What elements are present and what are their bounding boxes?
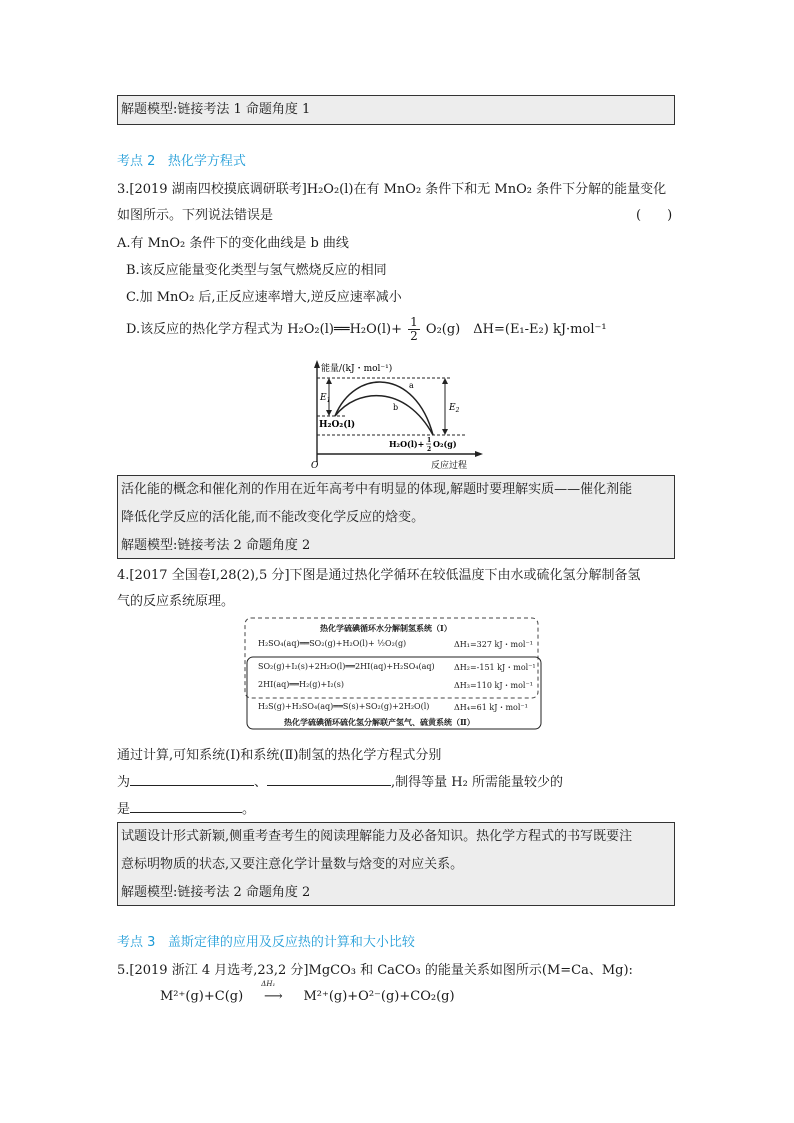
hint-model-text: 解题模型:链接考法 2 命题角度 2 (121, 538, 311, 553)
origin-label: O (311, 461, 319, 470)
reaction-4: H₂S(g)+H₂SO₄(aq)══S(s)+SO₂(g)+2H₂O(l) (258, 702, 430, 711)
hint-model-text: 解题模型:链接考法 2 命题角度 2 (121, 885, 311, 900)
q5-right-side: M²⁺(g)+O²⁻(g)+CO₂(g) (303, 989, 455, 1004)
hint-box-3 (117, 822, 675, 906)
x-axis-label: 反应过程 (431, 461, 468, 470)
reaction-1: H₂SO₄(aq)══SO₂(g)+H₂O(l)+ ½O₂(g) (258, 639, 407, 648)
q3-option-c[interactable]: C.加 MnO₂ 后,正反应速率增大,逆反应速率减小 (126, 290, 402, 305)
reaction-2: SO₂(g)+I₂(s)+2H₂O(l)══2HI(aq)+H₂SO₄(aq) (258, 662, 435, 671)
q3-option-d[interactable] (126, 316, 607, 343)
hint-box-2 (117, 475, 675, 559)
topic-title: 盖斯定律的应用及反应热的计算和大小比较 (167, 935, 415, 950)
fraction-numerator: 1 (410, 315, 418, 329)
hint-box-1 (117, 95, 675, 125)
answer-blank-3[interactable] (130, 799, 242, 813)
q4-stem-line2: 气的反应系统原理。 (117, 594, 235, 609)
system-2-title: 热化学硫碘循环硫化氢分解联产氢气、硫黄系统（Ⅱ） (284, 717, 475, 727)
hint-text-line2: 意标明物质的状态,又要注意化学计量数与焓变的对应关系。 (121, 857, 464, 872)
enthalpy-4: ΔH₄=61 kJ・mol⁻¹ (454, 703, 528, 712)
topic-heading-3 (117, 931, 415, 950)
q3-option-a[interactable]: A.有 MnO₂ 条件下的变化曲线是 b 曲线 (117, 236, 349, 251)
q4-after-line2 (117, 771, 563, 790)
arrow-label: ΔH₁ (261, 980, 276, 988)
reaction-3: 2HI(aq)══H₂(g)+I₂(s) (258, 680, 344, 689)
energy-diagram (305, 358, 485, 470)
e2-label: $E_2$ (449, 403, 460, 414)
enthalpy-3: ΔH₃=110 kJ・mol⁻¹ (454, 681, 533, 690)
topic-title: 热化学方程式 (167, 154, 246, 169)
x-axis-arrow (475, 451, 483, 457)
q3-option-d-prefix: D.该反应的热化学方程式为 H₂O₂(l)══H₂O(l)+ (126, 322, 402, 337)
q5-equation (160, 980, 455, 1004)
q3-answer-paren: ( ) (636, 208, 673, 223)
topic-label: 考点 3 (117, 935, 156, 950)
hint-text-line1: 活化能的概念和催化剂的作用在近年高考中有明显的体现,解题时要理解实质——催化剂能 (121, 482, 633, 497)
q4-after2-prefix: 为 (117, 775, 131, 790)
hint-model-text: 解题模型:链接考法 1 命题角度 1 (121, 102, 311, 117)
q4-after2-suffix: ,制得等量 H₂ 所需能量较少的 (391, 775, 563, 790)
fraction-denominator: 2 (410, 329, 418, 343)
q5-left-side: M²⁺(g)+C(g) (160, 989, 244, 1004)
reactant-label: H₂O₂(l) (319, 420, 356, 430)
q4-after-line1: 通过计算,可知系统(Ⅰ)和系统(Ⅱ)制氢的热化学方程式分别 (117, 748, 442, 763)
q3-stem-line2: 如图所示。下列说法错误是 (117, 208, 274, 223)
fraction-half (408, 316, 420, 343)
y-axis-label: 能量/(kJ・mol⁻¹) (321, 364, 393, 374)
answer-blank-2[interactable] (267, 772, 391, 786)
answer-blank-1[interactable] (130, 772, 254, 786)
q3-stem-line1: 3.[2019 湖南四校摸底调研联考]H₂O₂(l)在有 MnO₂ 条件下和无 MnO₂ 条件下分解的能量变化 (117, 182, 667, 197)
q4-after2-sep: 、 (254, 775, 268, 790)
product-frac-den: 2 (427, 446, 432, 453)
enthalpy-1: ΔH₁=327 kJ・mol⁻¹ (454, 640, 533, 649)
curve-b-label: b (393, 403, 399, 412)
product-label-suffix: O₂(g) (433, 439, 457, 449)
topic-label: 考点 2 (117, 154, 156, 169)
system-1-title: 热化学硫碘循环水分解制氢系统（Ⅰ） (320, 623, 452, 633)
q4-after-line3 (117, 798, 255, 817)
curve-a-label: a (409, 381, 414, 390)
reaction-arrow: ΔH₁ ⟶ (261, 980, 283, 1004)
enthalpy-2: ΔH₂=-151 kJ・mol⁻¹ (454, 663, 536, 672)
hint-text-line2: 降低化学反应的活化能,而不能改变化学反应的焓变。 (121, 510, 425, 525)
q3-option-b[interactable]: B.该反应能量变化类型与氢气燃烧反应的相同 (126, 263, 387, 278)
product-label-prefix: H₂O(l)+ (389, 439, 425, 449)
product-frac-num: 1 (427, 437, 432, 444)
topic-heading-2 (117, 150, 246, 169)
hint-text-line1: 试题设计形式新颖,侧重考查考生的阅读理解能力及必备知识。热化学方程式的书写既要注 (121, 829, 633, 844)
q4-after3-prefix: 是 (117, 802, 131, 817)
e1-label: $E_1$ (320, 393, 331, 404)
y-axis-arrow (314, 360, 320, 368)
reaction-system-figure (244, 617, 544, 731)
q4-stem-line1: 4.[2017 全国卷Ⅰ,28(2),5 分]下图是通过热化学循环在较低温度下由水或硫化氢分解制备氢 (117, 568, 641, 583)
q3-option-d-suffix: O₂(g) ΔH=(E₁-E₂) kJ·mol⁻¹ (425, 322, 607, 337)
q4-after3-suffix: 。 (242, 802, 256, 817)
q5-stem: 5.[2019 浙江 4 月选考,23,2 分]MgCO₃ 和 CaCO₃ 的能量关系如图所示(M=Ca、Mg): (117, 963, 633, 978)
system-frames (244, 617, 544, 731)
